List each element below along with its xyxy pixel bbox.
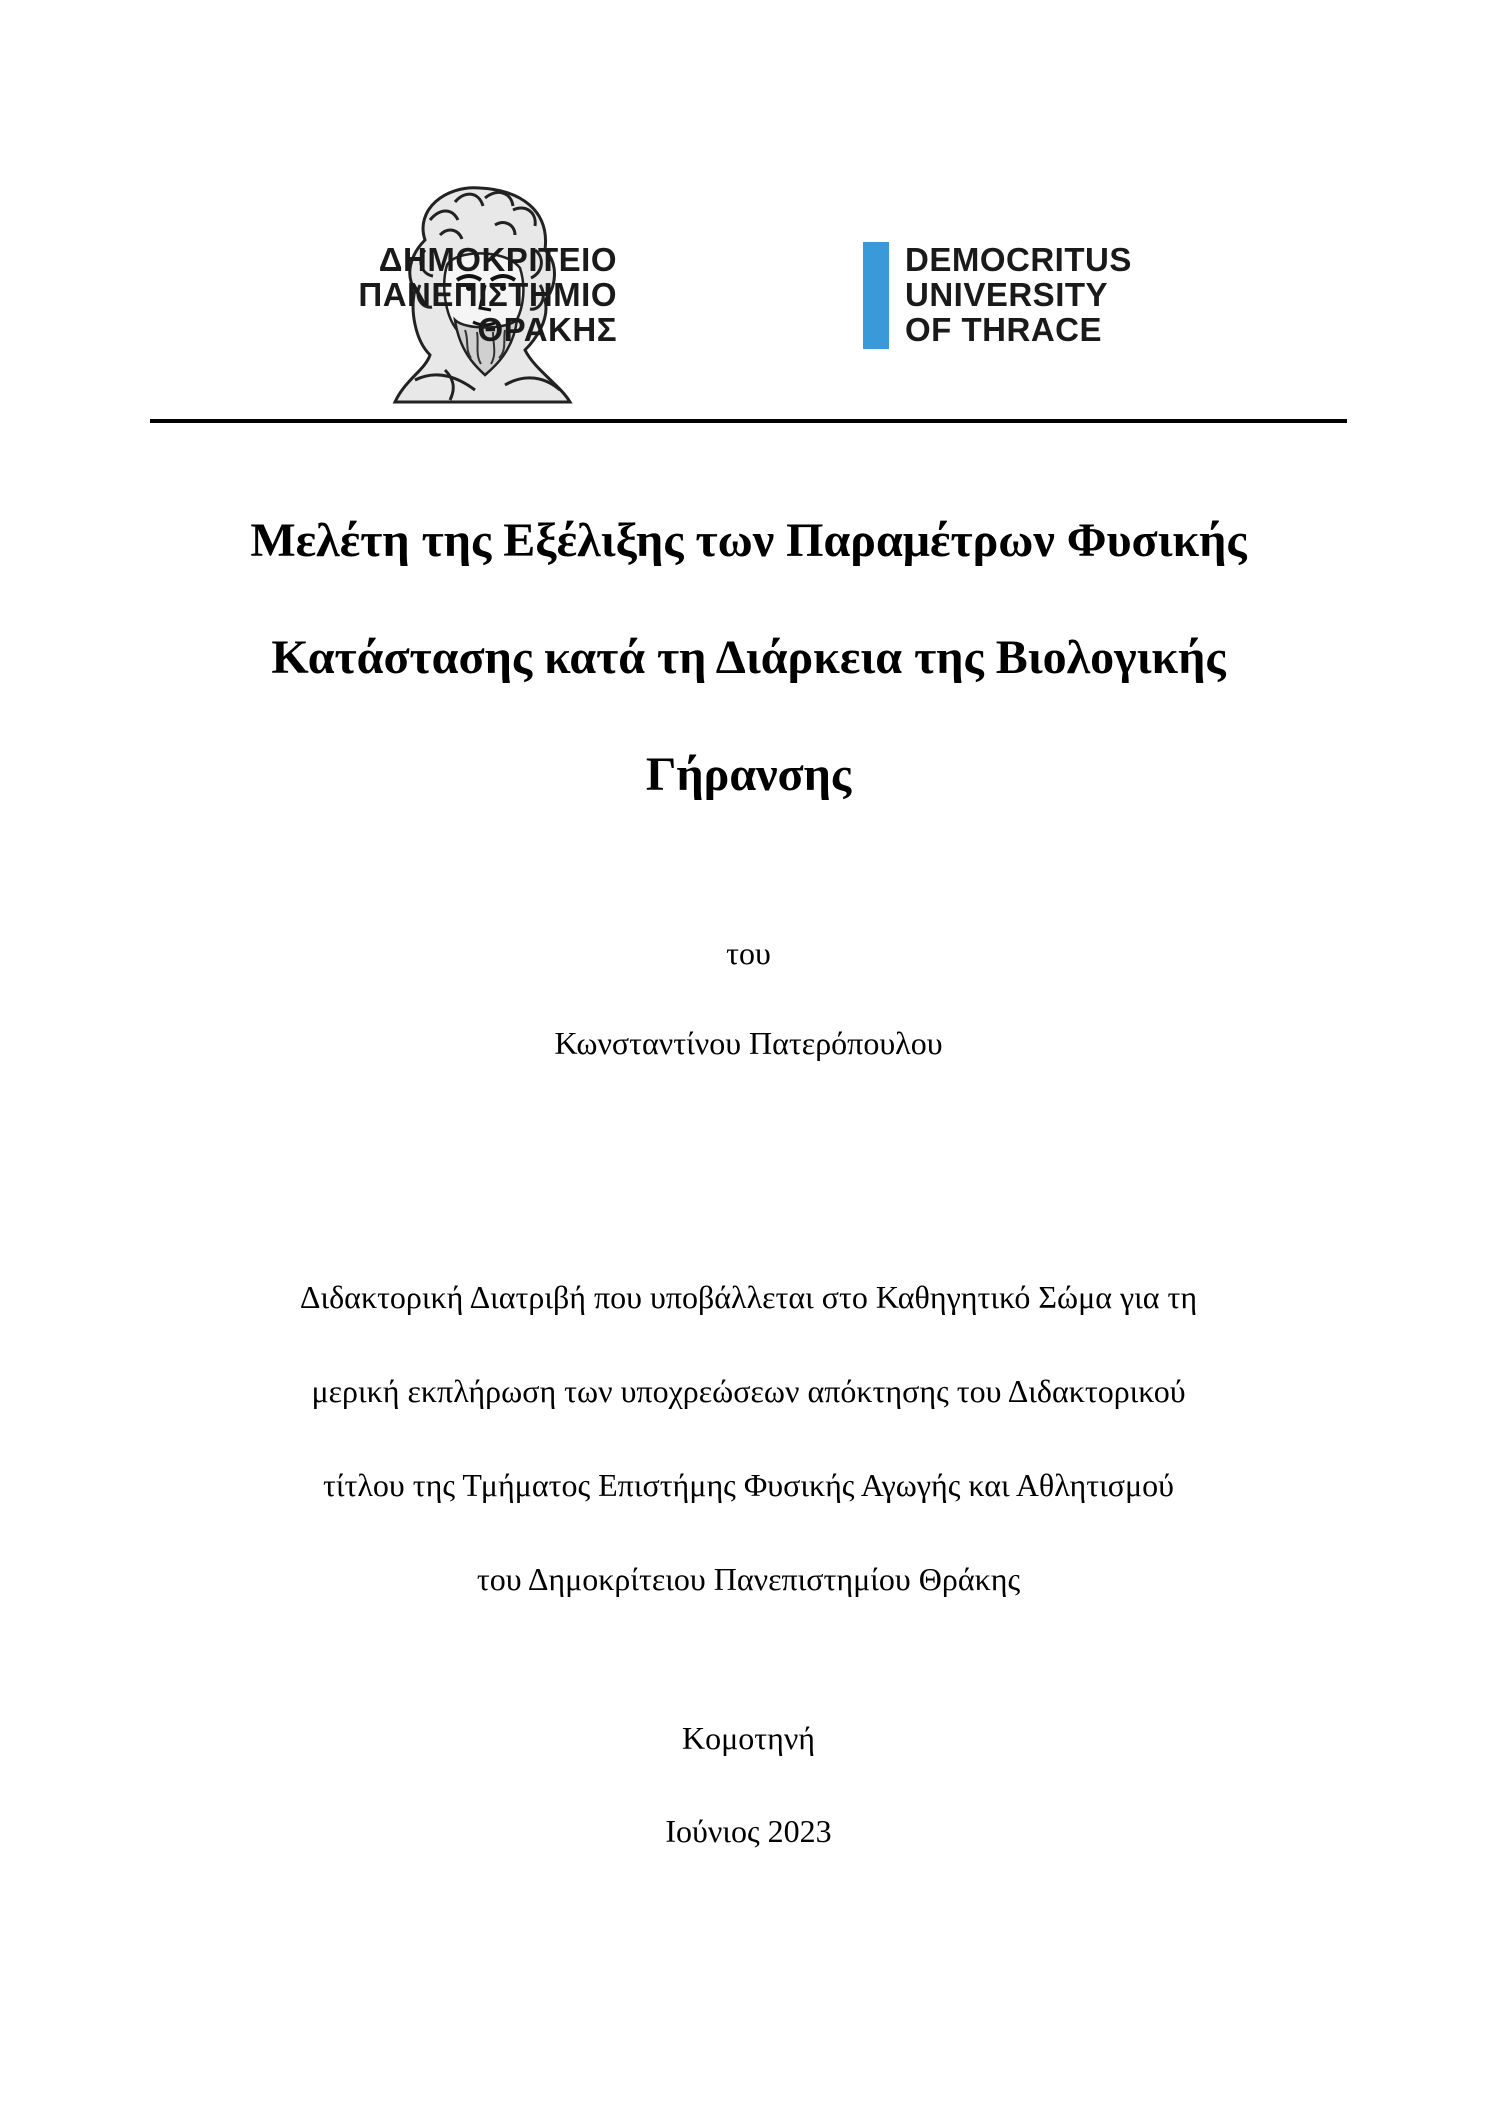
thesis-title: [150, 482, 1347, 833]
description-line: τίτλου της Τμήματος Επιστήμης Φυσικής Αγωγής και Αθλητισμού: [323, 1467, 1174, 1503]
header-divider: [150, 419, 1347, 423]
logo-divider-bar: [863, 242, 889, 349]
logo-english-line: DEMOCRITUS: [905, 241, 1132, 278]
author-name: Κωνσταντίνου Πατερόπουλου: [554, 1025, 943, 1061]
logo-english-line: OF THRACE: [905, 311, 1102, 348]
logo-greek-line: ΠΑΝΕΠΙΣΤΗΜΙΟ: [358, 276, 617, 313]
city: Κομοτηνή: [681, 1720, 816, 1756]
logo-english-line: UNIVERSITY: [905, 276, 1109, 313]
date: Ιούνιος 2023: [665, 1813, 832, 1849]
description-line: Διδακτορική Διατριβή που υποβάλλεται στο Καθηγητικό Σώμα για τη: [299, 1279, 1198, 1315]
logo-english-name: [905, 242, 1132, 347]
description-line: του Δημοκρίτειου Πανεπιστημίου Θράκης: [476, 1561, 1021, 1597]
logo-greek-line: ΘΡΑΚΗΣ: [477, 311, 617, 348]
title-line: Μελέτη της Εξέλιξης των Παραμέτρων Φυσικής: [250, 514, 1247, 567]
logo-greek-line: ΔΗΜΟΚΡΙΤΕΙΟ: [378, 241, 617, 278]
title-line: Κατάστασης κατά τη Διάρκεια της Βιολογικής: [271, 631, 1226, 684]
thesis-description: [150, 1250, 1347, 1626]
description-line: μερική εκπλήρωση των υποχρεώσεων απόκτησης του Διδακτορικού: [311, 1373, 1186, 1409]
title-line: Γήρανσης: [645, 748, 852, 801]
by-label: του: [726, 935, 771, 971]
logo-greek-name: [358, 242, 617, 347]
university-logo: [358, 180, 1132, 405]
